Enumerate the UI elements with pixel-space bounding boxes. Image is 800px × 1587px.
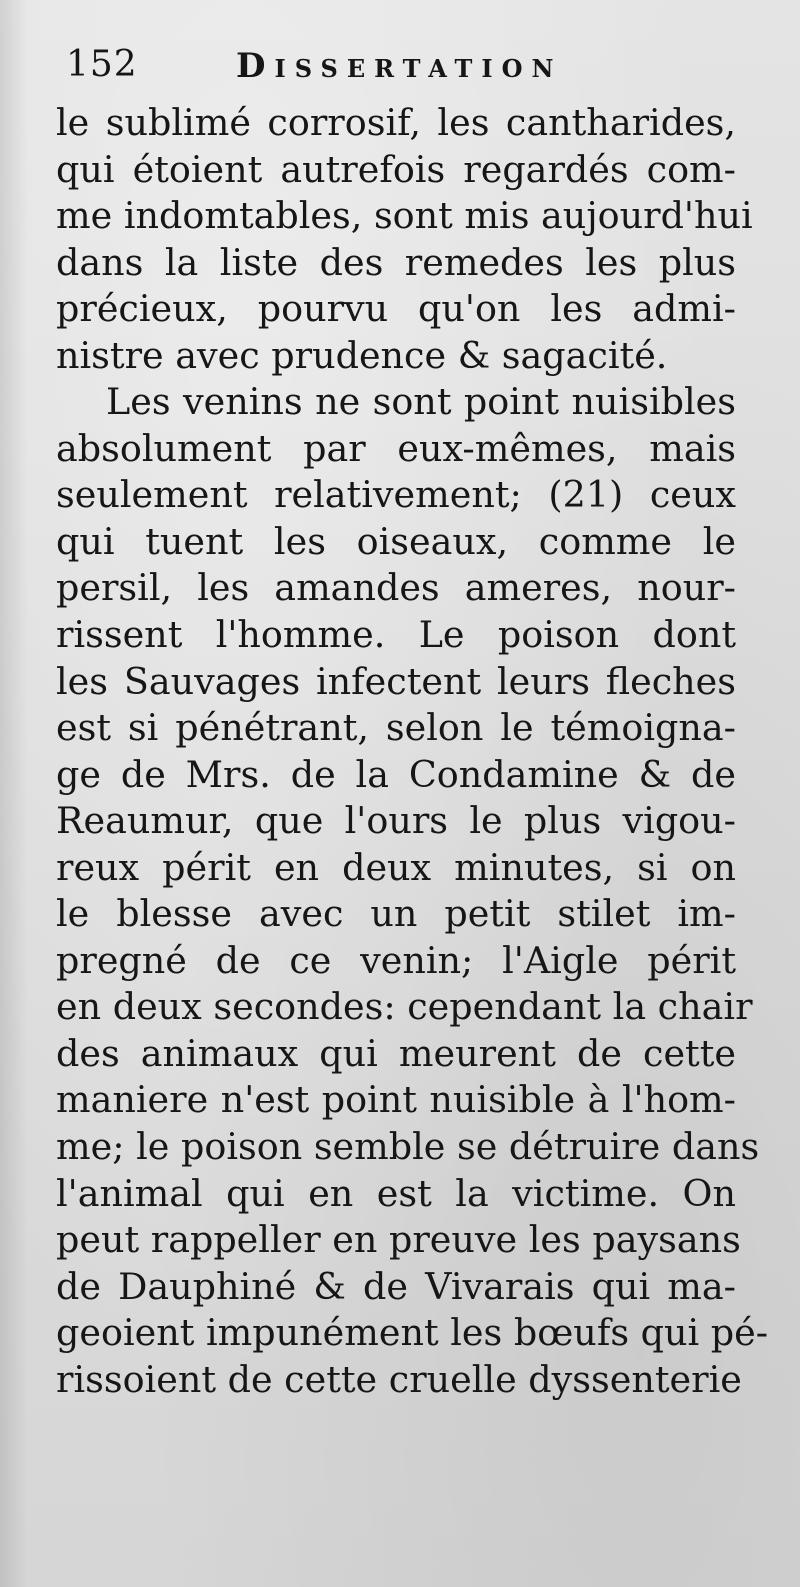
text-line: maniere n'est point nuisible à l'hom- xyxy=(56,1078,736,1122)
text-line: Reaumur, que l'ours le plus vigou- xyxy=(56,799,736,843)
text-line: qui étoient autrefois regardés com- xyxy=(56,147,736,191)
text-line: nistre avec prudence & sagacité. xyxy=(56,333,668,377)
text-line: absolument par eux-mêmes, mais xyxy=(56,426,736,470)
text-line: le blesse avec un petit stilet im- xyxy=(56,892,736,936)
text-line: me; le poison semble se détruire dans xyxy=(56,1125,760,1169)
text-line: les Sauvages infectent leurs fleches xyxy=(56,659,736,703)
text-line: seulement relativement; (21) ceux xyxy=(56,473,736,517)
gutter-shadow xyxy=(0,0,28,1587)
text-line: dans la liste des remedes les plus xyxy=(56,240,736,284)
text-line: Les venins ne sont point nuisibles xyxy=(106,380,736,424)
body-text xyxy=(56,100,769,1403)
text-line: l'animal qui en est la victime. On xyxy=(56,1171,736,1215)
text-line: me indomtables, sont mis aujourd'hui xyxy=(56,194,753,238)
text-line: reux périt en deux minutes, si on xyxy=(56,845,736,889)
text-line: précieux, pourvu qu'on les admi- xyxy=(56,287,736,331)
text-line: des animaux qui meurent de cette xyxy=(56,1031,736,1075)
text-line: pregné de ce venin; l'Aigle périt xyxy=(56,938,736,982)
text-line: rissoient de cette cruelle dyssenterie xyxy=(56,1357,742,1401)
text-line: persil, les amandes ameres, nour- xyxy=(56,566,736,610)
text-line: est si pénétrant, selon le témoigna- xyxy=(56,706,736,750)
text-line: qui tuent les oiseaux, comme le xyxy=(56,519,736,563)
text-line: geoient impunément les bœufs qui pé- xyxy=(56,1311,769,1355)
running-title: Dissertation xyxy=(236,46,563,86)
text-line: le sublimé corrosif, les cantharides, xyxy=(56,101,736,144)
text-line: de Dauphiné & de Vivarais qui ma- xyxy=(56,1264,736,1308)
running-head xyxy=(66,44,746,102)
text-line: rissent l'homme. Le poison dont xyxy=(56,613,736,657)
text-line: en deux secondes: cependant la chair xyxy=(56,985,753,1029)
text-line: ge de Mrs. de la Condamine & de xyxy=(56,752,736,796)
page-number: 152 xyxy=(66,44,138,85)
text-line: peut rappeller en preuve les paysans xyxy=(56,1218,741,1262)
